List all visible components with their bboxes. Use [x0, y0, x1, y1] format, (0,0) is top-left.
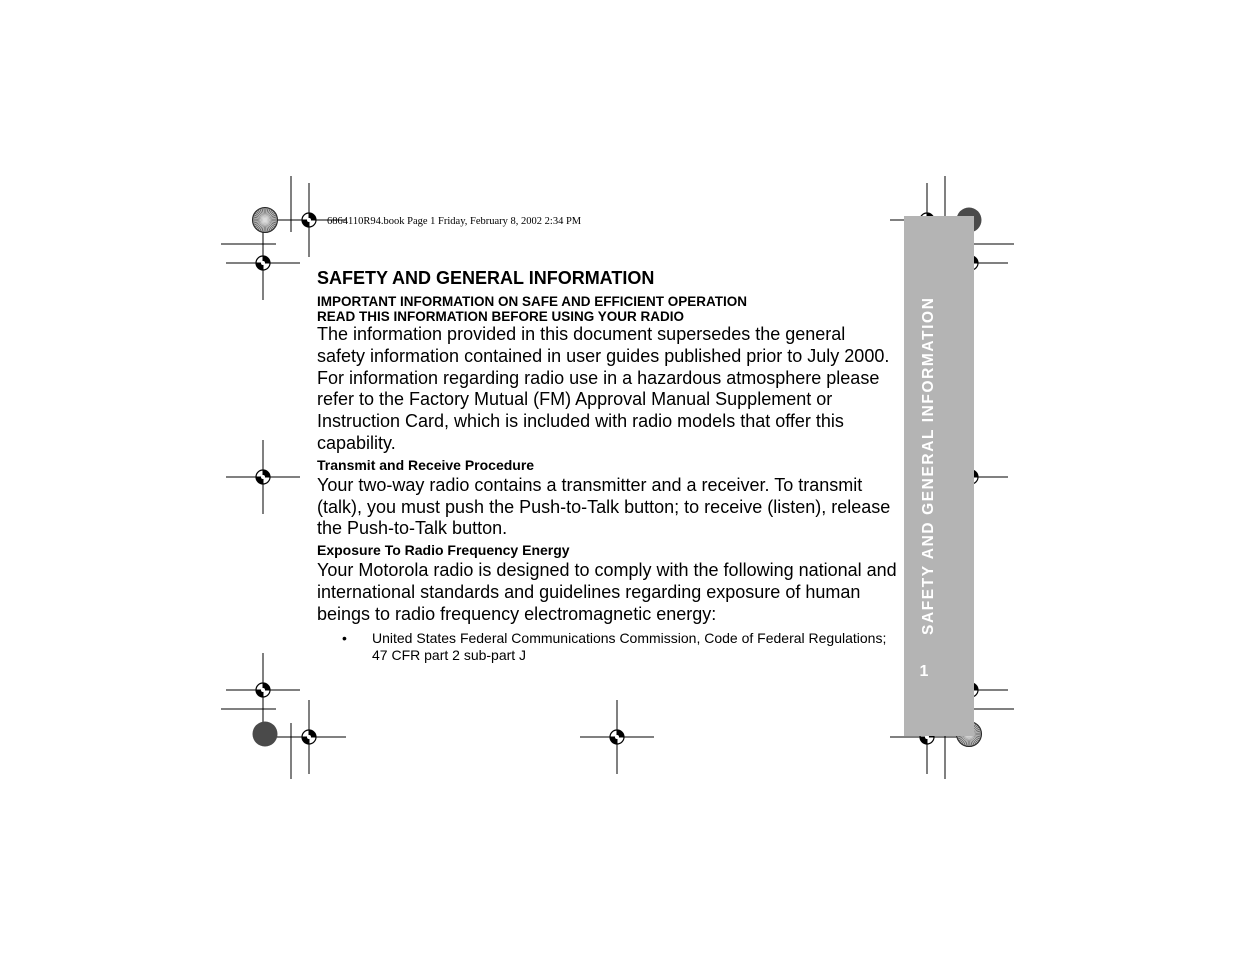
registration-center	[261, 688, 265, 692]
heading-rf-exposure: Exposure To Radio Frequency Energy	[317, 542, 570, 559]
registration-center	[261, 475, 265, 479]
page-title: SAFETY AND GENERAL INFORMATION	[317, 268, 655, 288]
heading-transmit-receive: Transmit and Receive Procedure	[317, 456, 535, 473]
intro-paragraph: The information provided in this document supersedes the general safety information contained in user guides published prior to July 2000. For information regarding radio use in a hazardous atmosphere please refer to the Factory Mutual (FM) Approval Manual Supplement or Instruction Card, which is included with radio models that offer this capability.	[317, 324, 890, 453]
section-tab-title: SAFETY AND GENERAL INFORMATION	[920, 296, 937, 635]
bullet-marker: •	[342, 629, 347, 646]
page-number: 1	[919, 663, 929, 680]
registration-center	[307, 735, 311, 739]
registration-center	[261, 261, 265, 265]
paragraph-transmit-receive: Your two-way radio contains a transmitter and a receiver. To transmit (talk), you must push the Push-to-Talk button; to receive (listen), release the Push-to-Talk button.	[317, 474, 891, 539]
section-tab	[904, 216, 974, 736]
page-content	[317, 266, 897, 664]
print-slug: 6864110R94.book Page 1 Friday, February 8, 2002 2:34 PM	[327, 216, 582, 227]
bullet-text: United States Federal Communications Commission, Code of Federal Regulations; 47 CFR part 2 sub-part J	[372, 629, 887, 663]
paragraph-rf-exposure: Your Motorola radio is designed to comply with the following national and international standards and guidelines regarding exposure of human beings to radio frequency electromagnetic energy:	[317, 560, 897, 624]
color-bar-solid-icon	[253, 722, 278, 747]
registration-center	[615, 735, 619, 739]
list-item	[317, 630, 897, 664]
subtitle-read-before-use: READ THIS INFORMATION BEFORE USING YOUR RADIO	[317, 309, 685, 324]
registration-center	[307, 218, 311, 222]
subtitle-important-info: IMPORTANT INFORMATION ON SAFE AND EFFICIENT OPERATION	[317, 294, 747, 309]
